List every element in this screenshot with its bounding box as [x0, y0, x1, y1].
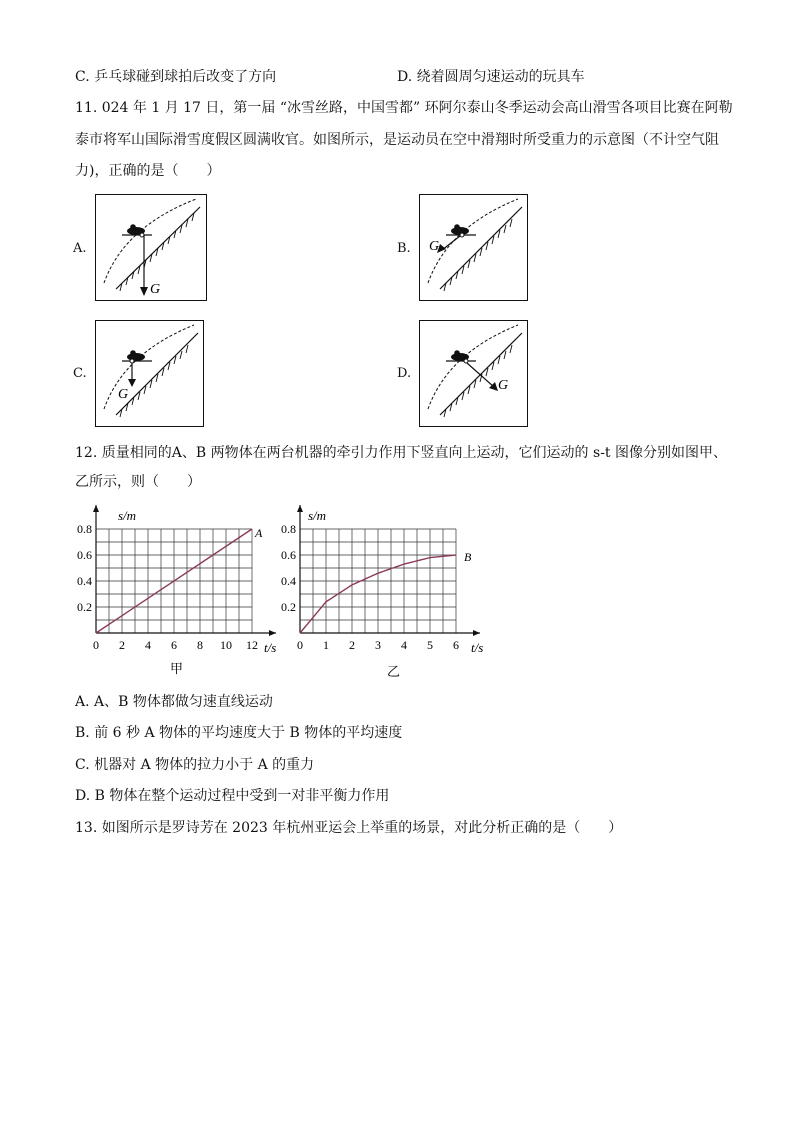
q11-figure-b	[419, 194, 528, 301]
q12-option-d: D. B 物体在整个运动过程中受到一对非平衡力作用	[75, 788, 390, 804]
y-tick-label: 0.4	[77, 574, 92, 588]
q13-text-line1: 13. 如图所示是罗诗芳在 2023 年杭州亚运会上举重的场景，对此分析正确的是（ ）	[75, 820, 623, 836]
q11-option-d-label: D.	[397, 366, 412, 381]
q12-text-line2: 乙所示，则（ ）	[75, 474, 201, 490]
q12-text-line1: 12. 质量相同的A、B 两物体在两台机器的牵引力作用下竖直向上运动，它们运动的 s-t 图像分别如图甲、	[75, 445, 728, 461]
y-tick-label: 0.4	[281, 574, 296, 588]
force-g-label: G	[498, 378, 509, 393]
x-tick-label: 6	[453, 638, 459, 652]
force-g-label: G	[150, 282, 161, 297]
graph-a-caption: 甲	[170, 661, 184, 676]
x-tick-label: 2	[349, 638, 355, 652]
y-tick-label: 0.8	[77, 522, 92, 536]
q11-option-b-label: B.	[397, 241, 411, 256]
graph-b	[274, 503, 494, 681]
x-tick-label: 0	[297, 638, 303, 652]
q11-text-line3: 力)，正确的是（ ）	[75, 163, 221, 179]
y-tick-label: 0.2	[281, 600, 296, 614]
x-tick-label: 4	[401, 638, 407, 652]
q11-figure-c	[95, 320, 204, 427]
y-axis-arrow	[93, 505, 99, 512]
q11-text-line2: 泰市将军山国际滑雪度假区圆满收官。如图所示，是运动员在空中滑翔时所受重力的示意图（不计空气阻	[75, 132, 719, 148]
y-tick-label: 0.8	[281, 522, 296, 536]
y-tick-label: 0.6	[77, 548, 92, 562]
graph-b-ylabel: s/m	[308, 508, 327, 523]
x-axis-arrow	[473, 630, 480, 636]
graph-a-xlabel: t/s	[264, 640, 277, 655]
force-g-label: G	[118, 387, 129, 402]
x-tick-label: 0	[93, 638, 99, 652]
graph-a-ylabel: s/m	[118, 508, 137, 523]
q12-option-a: A. A、B 物体都做匀速直线运动	[75, 694, 273, 710]
force-g-label: G	[429, 239, 440, 254]
q10-option-c: C. 乒乓球碰到球拍后改变了方向	[75, 69, 277, 85]
x-tick-label: 6	[171, 638, 177, 652]
q11-figure-d	[419, 320, 528, 427]
q12-option-c: C. 机器对 A 物体的拉力小于 A 的重力	[75, 757, 315, 773]
x-tick-label: 12	[246, 638, 258, 652]
y-axis-arrow	[297, 505, 303, 512]
x-tick-label: 5	[427, 638, 433, 652]
x-tick-label: 1	[323, 638, 329, 652]
y-tick-label: 0.2	[77, 600, 92, 614]
graph-b-series-label: B	[464, 550, 472, 564]
y-tick-label: 0.6	[281, 548, 296, 562]
graph-a	[70, 503, 280, 681]
q12-option-b: B. 前 6 秒 A 物体的平均速度大于 B 物体的平均速度	[75, 725, 403, 741]
graph-b-xlabel: t/s	[471, 640, 484, 655]
x-tick-label: 4	[145, 638, 151, 652]
x-tick-label: 3	[375, 638, 381, 652]
x-tick-label: 8	[197, 638, 203, 652]
x-tick-label: 10	[220, 638, 232, 652]
q11-option-c-label: C.	[73, 366, 87, 381]
graph-a-series-label: A	[255, 526, 263, 540]
q11-option-a-label: A.	[73, 241, 87, 256]
q11-text-line1: 11. 024 年 1 月 17 日，第一届 “冰雪丝路，中国雪都” 环阿尔泰山冬季运动会高山滑雪各项目比赛在阿勒	[75, 100, 733, 116]
graph-b-caption: 乙	[387, 664, 401, 679]
q10-option-d: D. 绕着圆周匀速运动的玩具车	[397, 69, 585, 85]
x-tick-label: 2	[119, 638, 125, 652]
q11-figure-a	[95, 194, 207, 301]
